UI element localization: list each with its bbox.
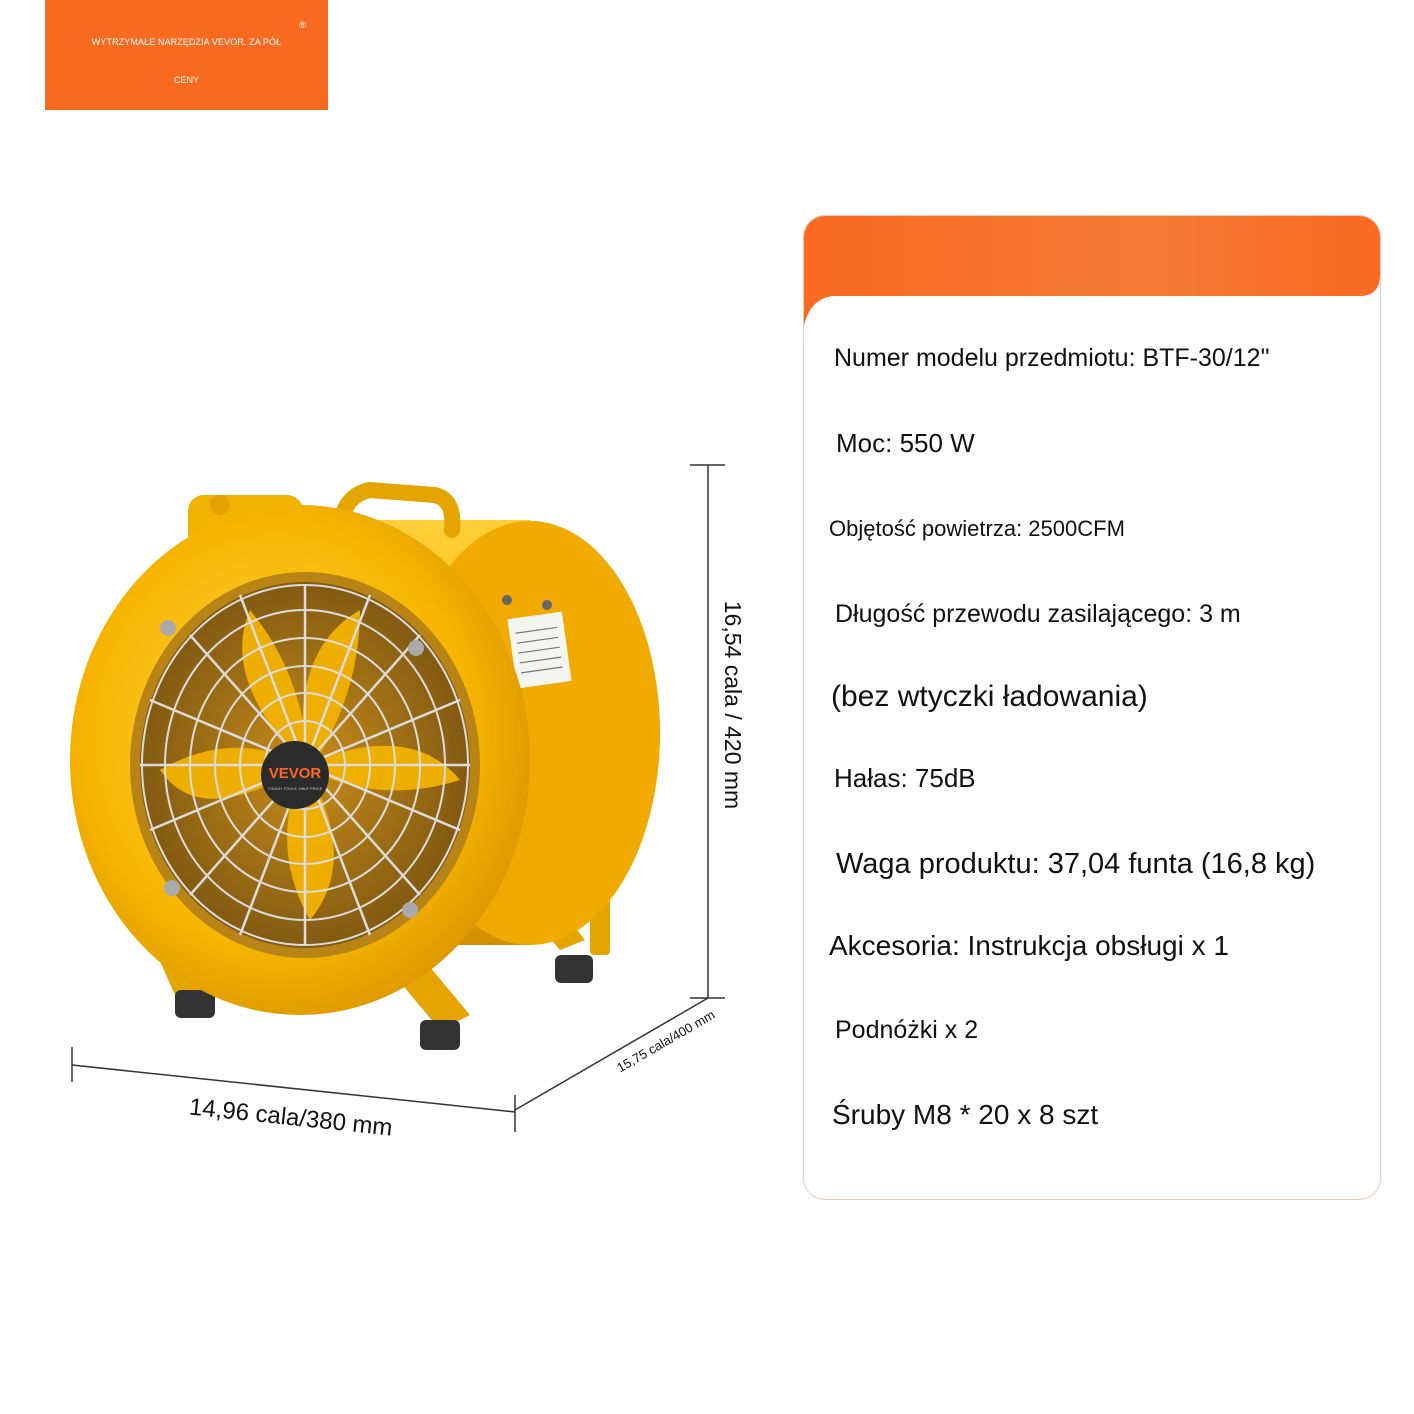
width-dimension-label: 14,96 cala/380 mm xyxy=(187,1093,394,1142)
spec-weight: Waga produktu: 37,04 funta (16,8 kg) xyxy=(836,848,1316,880)
specifications-card xyxy=(803,215,1381,1200)
spec-cord-length: Długość przewodu zasilającego: 3 m xyxy=(835,600,1241,628)
height-dimension-line xyxy=(690,465,725,998)
spec-screws: Śruby M8 * 20 x 8 szt xyxy=(832,1099,1099,1130)
banner-line-1: WYTRZYMAŁE NARZĘDZIA VEVOR. ZA PÓŁ xyxy=(91,37,282,47)
spec-power: Moc: 550 W xyxy=(836,428,975,458)
banner-line-2: CENY xyxy=(173,75,199,85)
brand-tagline: TOUGH TOOLS, HALF PRICE xyxy=(267,786,323,791)
depth-dimension-label: 15,75 cala/400 mm xyxy=(614,1006,718,1076)
height-dimension-label: 16,54 cala / 420 mm xyxy=(720,600,746,810)
card-header-band xyxy=(804,216,1380,326)
spec-air-volume: Objętość powietrza: 2500CFM xyxy=(829,516,1125,541)
brand-logo-text: VEVOR xyxy=(268,765,322,782)
spec-noise: Hałas: 75dB xyxy=(834,763,976,793)
spec-feet: Podnóżki x 2 xyxy=(835,1016,979,1044)
spec-accessories: Akcesoria: Instrukcja obsługi x 1 xyxy=(829,930,1229,961)
spec-model-number: Numer modelu przedmiotu: BTF-30/12" xyxy=(834,344,1270,372)
registered-mark: ® xyxy=(299,20,306,30)
depth-dimension-line xyxy=(515,998,708,1110)
product-fan-illustration xyxy=(60,450,750,1170)
brand-banner xyxy=(45,0,328,110)
spec-cord-note: (bez wtyczki ładowania) xyxy=(831,680,1148,713)
